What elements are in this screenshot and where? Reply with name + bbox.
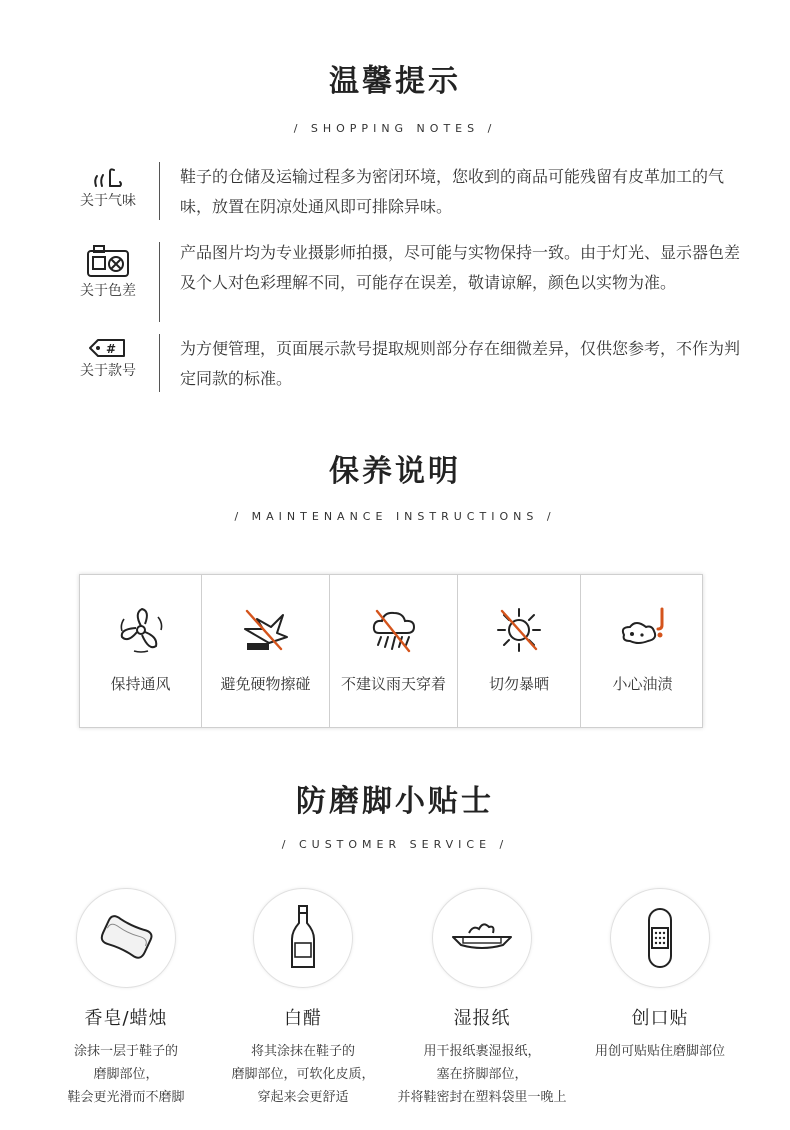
- tag-hash-text: #: [105, 342, 117, 356]
- note-text: 产品图片均为专业摄影师拍摄，尽可能与实物保持一致。由于灯光、显示器色差及个人对色彩理解不同，可能存在误差，敬请谅解，颜色以实物为准。: [180, 243, 741, 292]
- tip-desc-line: 塞在挤脚部位，: [436, 1067, 528, 1082]
- tip-name: 湿报纸: [453, 1008, 511, 1029]
- note-item-color: [60, 238, 740, 322]
- tip-desc-line: 穿起来会更舒适: [257, 1090, 349, 1105]
- tip-item-vinegar: [203, 888, 403, 1109]
- tip-desc-line: 磨脚部位，可软化皮质，: [231, 1067, 375, 1082]
- note-label: 关于款号: [80, 363, 136, 379]
- maintenance-item-no-rain: [330, 575, 458, 727]
- tip-item-wet-paper: [382, 888, 582, 1109]
- no-rain-icon: [369, 605, 419, 655]
- tip-desc-line: 磨脚部位，: [93, 1067, 159, 1082]
- tip-desc-line: 将其涂抹在鞋子的: [250, 1044, 355, 1059]
- fan-icon: [116, 605, 166, 655]
- soap-icon: [91, 903, 161, 973]
- vinegar-bottle-icon: [268, 903, 338, 973]
- tip-desc-line: 鞋会更光滑而不磨脚: [67, 1090, 185, 1105]
- tip-name: 白醋: [284, 1008, 322, 1029]
- maintenance-subtitle: / MAINTENANCE INSTRUCTIONS /: [234, 510, 556, 523]
- tip-item-bandage: [560, 888, 760, 1063]
- maintenance-label: 避免硬物擦碰: [220, 675, 311, 693]
- maintenance-label: 不建议雨天穿着: [340, 675, 446, 693]
- maintenance-grid: [79, 574, 703, 728]
- tip-desc-line: 涂抹一层于鞋子的: [73, 1044, 178, 1059]
- tip-icon-circle: [76, 888, 176, 988]
- tip-icon-circle: [253, 888, 353, 988]
- maintenance-label: 小心油渍: [612, 675, 673, 693]
- tip-name: 创口贴: [631, 1008, 689, 1029]
- maintenance-item-oil-stain: [581, 575, 704, 727]
- camera-icon: [85, 244, 131, 278]
- tip-name: 香皂/蜡烛: [84, 1008, 168, 1029]
- tip-item-soap: [26, 888, 226, 1109]
- tip-desc-line: 用干报纸裹湿报纸，: [423, 1044, 541, 1059]
- tip-description: [382, 1040, 582, 1109]
- tips-title: 防磨脚小贴士: [296, 784, 494, 819]
- oil-stain-icon: [618, 605, 668, 655]
- tag-icon: [88, 338, 128, 358]
- note-divider: [159, 242, 160, 322]
- maintenance-item-ventilate: [80, 575, 202, 727]
- maintenance-item-no-sun: [458, 575, 581, 727]
- note-icon-wrap: [60, 338, 156, 380]
- tip-icon-circle: [432, 888, 532, 988]
- note-label: 关于气味: [80, 193, 136, 209]
- no-collision-icon: [241, 605, 291, 655]
- maintenance-label: 保持通风: [110, 675, 171, 693]
- note-icon-wrap: [60, 166, 156, 210]
- bandage-icon: [625, 903, 695, 973]
- wet-tissue-icon: [447, 903, 517, 973]
- tips-subtitle: / CUSTOMER SERVICE /: [281, 838, 509, 851]
- maintenance-label: 切勿暴晒: [488, 675, 549, 693]
- note-text: 鞋子的仓储及运输过程多为密闭环境，您收到的商品可能残留有皮革加工的气味，放置在阴凉处通风即可排除异味。: [180, 167, 725, 216]
- maintenance-item-no-collision: [202, 575, 330, 727]
- tip-desc-line: 用创可贴贴住磨脚部位: [594, 1044, 725, 1059]
- tip-description: [560, 1040, 760, 1063]
- tip-icon-circle: [610, 888, 710, 988]
- note-item-style-number: [60, 334, 740, 394]
- note-divider: [159, 334, 160, 392]
- notes-title: 温馨提示: [329, 64, 461, 99]
- note-item-smell: [60, 162, 740, 224]
- smell-icon: [88, 166, 128, 188]
- maintenance-title: 保养说明: [329, 454, 461, 489]
- note-icon-wrap: [60, 244, 156, 300]
- notes-subtitle: / SHOPPING NOTES /: [293, 122, 497, 135]
- tip-description: [26, 1040, 226, 1109]
- note-divider: [159, 162, 160, 220]
- note-text: 为方便管理，页面展示款号提取规则部分存在细微差异，仅供您参考，不作为判定同款的标准。: [180, 339, 741, 388]
- tip-desc-line: 并将鞋密封在塑料袋里一晚上: [397, 1090, 567, 1105]
- tip-description: [203, 1040, 403, 1109]
- no-sun-icon: [494, 605, 544, 655]
- note-label: 关于色差: [80, 283, 136, 299]
